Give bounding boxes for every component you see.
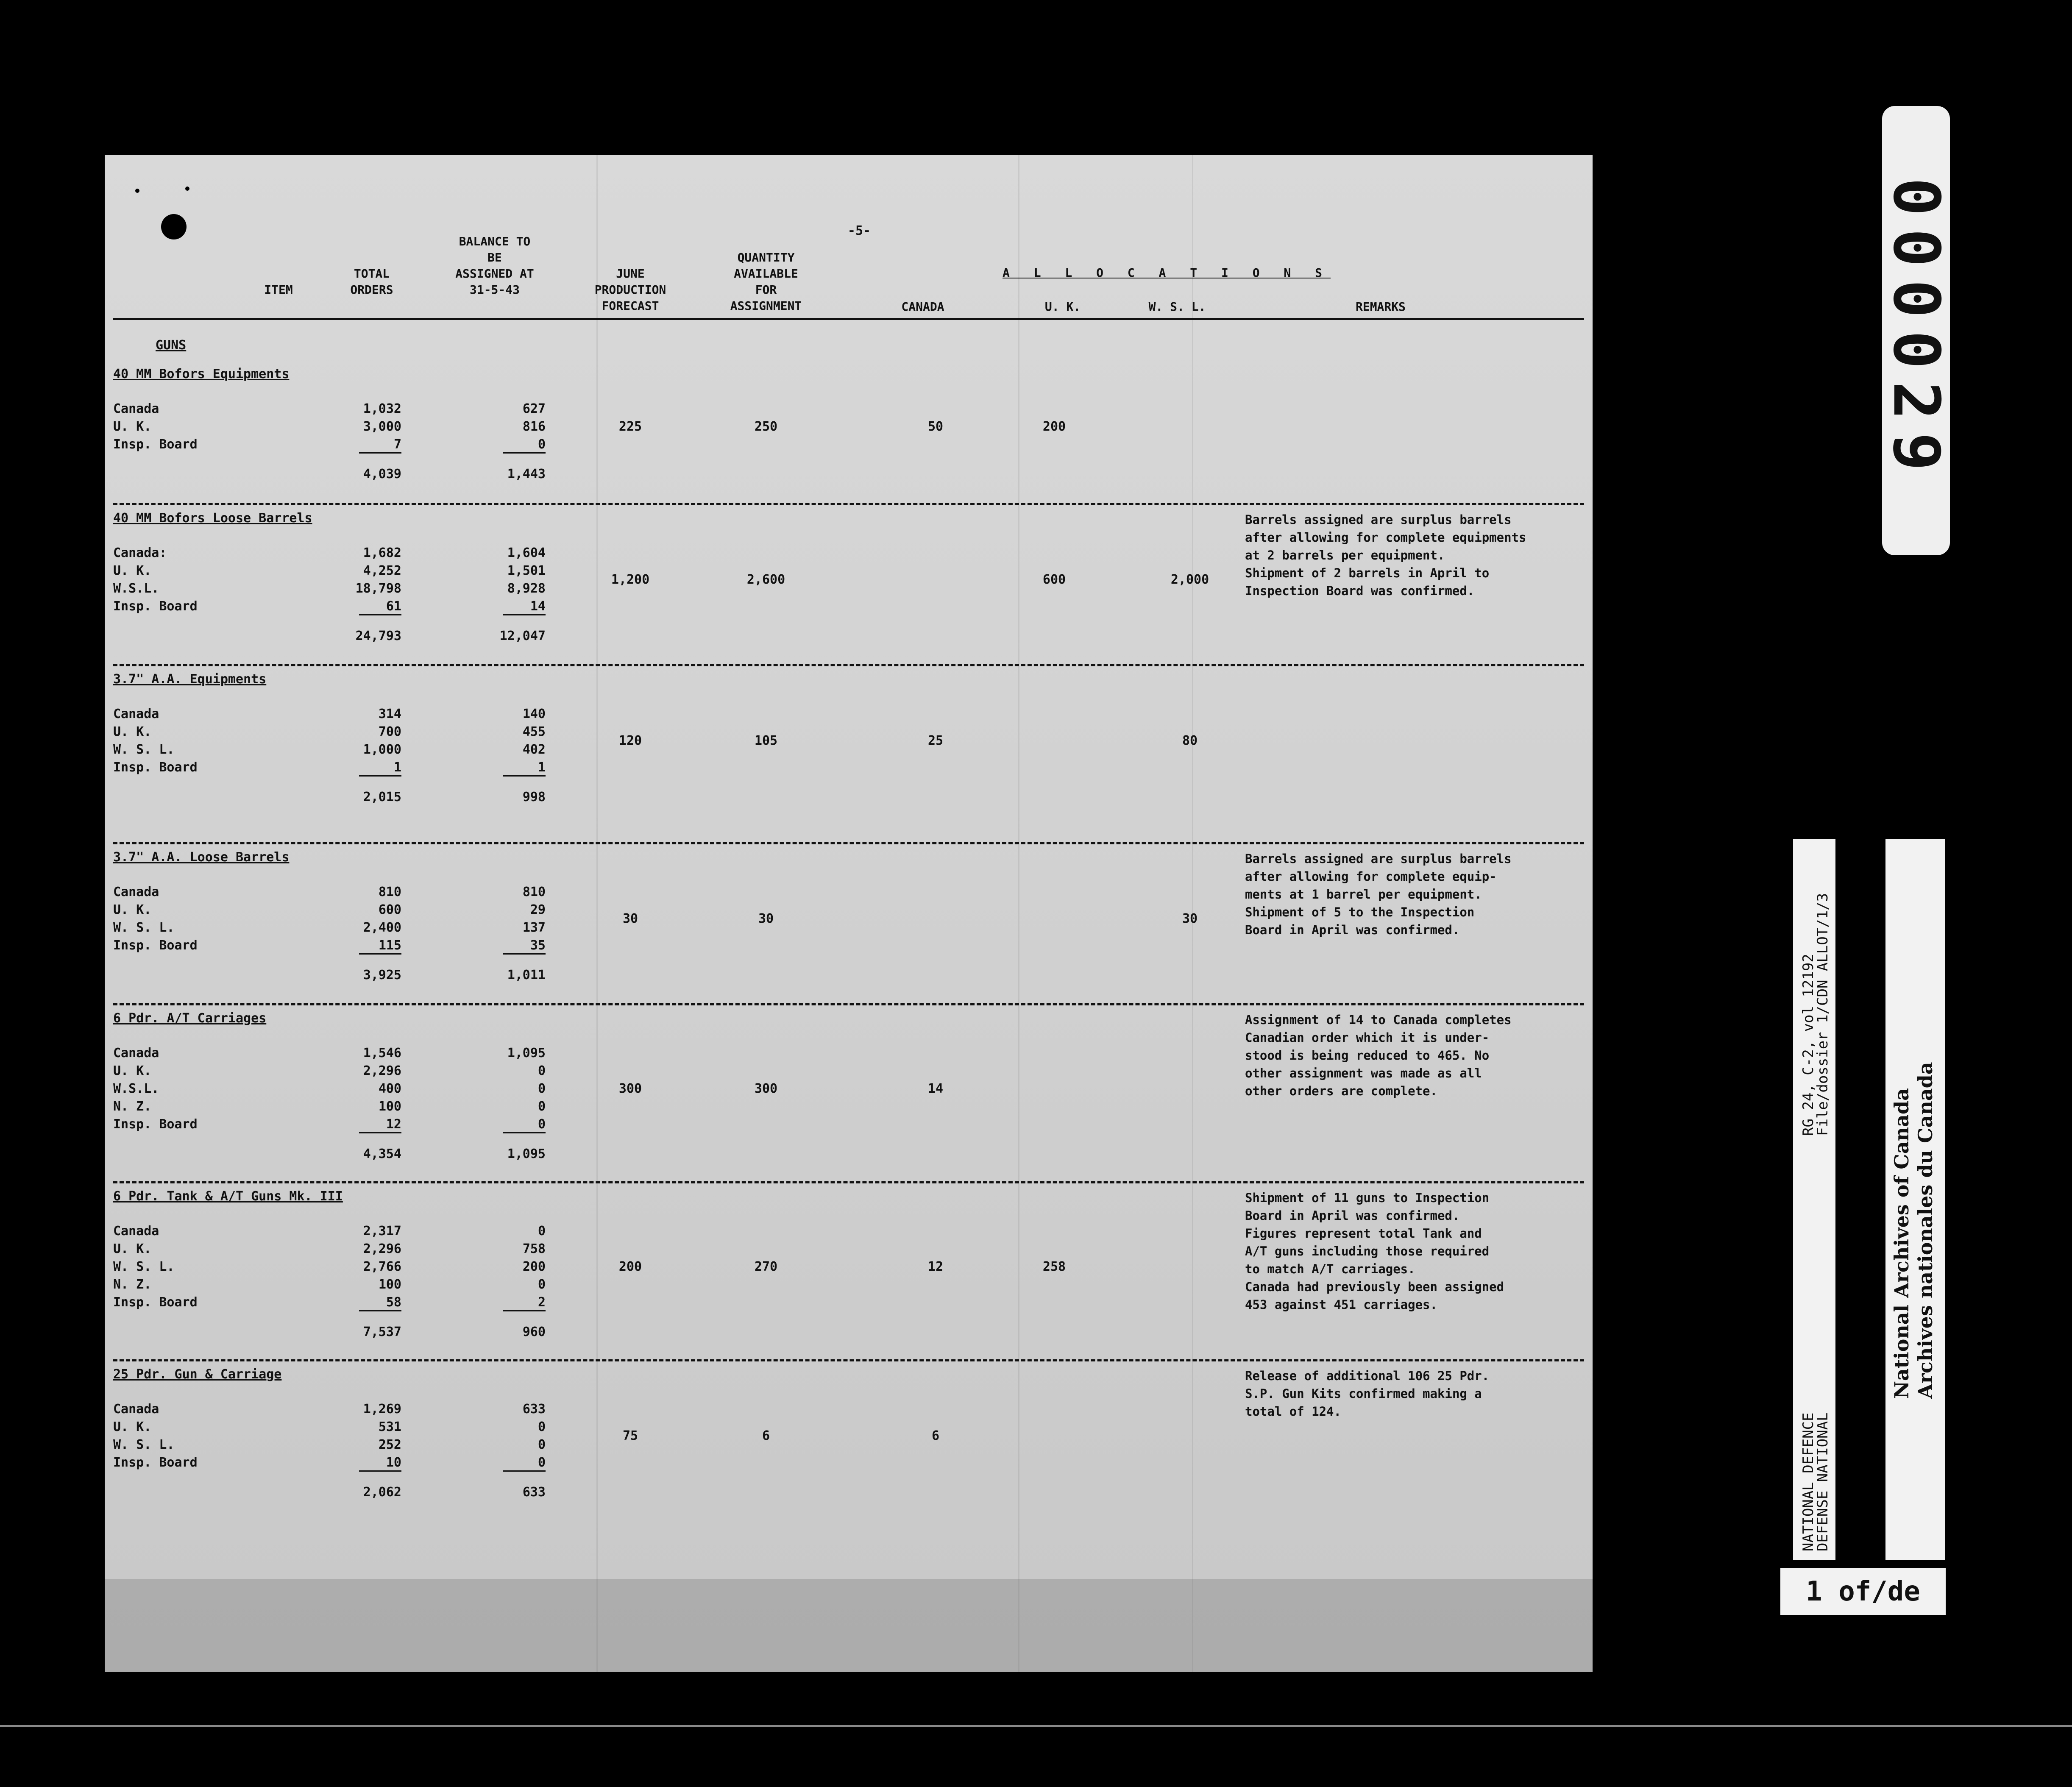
row-balance: 0 [537, 1081, 546, 1096]
sum-total-orders: 4,354 [363, 1147, 401, 1161]
row-balance: 0 [537, 1420, 546, 1434]
sum-total-orders: 7,537 [363, 1325, 401, 1339]
row-total-orders: 1,682 [363, 546, 401, 560]
subtotal-underline [359, 1310, 401, 1311]
quantity-available: 270 [754, 1259, 778, 1274]
row-balance: 0 [537, 1099, 546, 1114]
sum-balance: 1,011 [507, 968, 546, 983]
row-item: Insp. Board [113, 437, 198, 452]
row-balance: 816 [522, 419, 546, 434]
row-balance: 0 [537, 1455, 546, 1470]
subtotal-underline [503, 1132, 546, 1133]
row-item: N. Z. [113, 1277, 152, 1292]
row-item: W. S. L. [113, 1259, 175, 1274]
remarks-text: Barrels assigned are surplus barrels after allowing for complete equipments at 2 barrels per equipment. Shipment of 2 barrels in April to Inspection Board was confirmed. [1245, 512, 1526, 598]
allocation-uk: 200 [1042, 419, 1066, 434]
subtotal-underline [359, 953, 401, 955]
row-balance: 633 [522, 1402, 546, 1417]
row-item: Canada [113, 1402, 159, 1417]
frame-line [0, 1725, 2072, 1727]
allocation-canada: 14 [927, 1081, 944, 1096]
scan-shadow [105, 1579, 1593, 1672]
allocation-canada: 6 [931, 1428, 940, 1443]
row-balance: 627 [522, 401, 546, 416]
row-total-orders: 1,000 [363, 742, 401, 757]
sum-balance: 633 [522, 1485, 546, 1500]
row-balance: 758 [522, 1241, 546, 1256]
archive-defence-fr: DEFENSE NATIONAL [1814, 1412, 1831, 1551]
item-section [105, 672, 1593, 824]
row-item: Insp. Board [113, 599, 198, 614]
section-title: 3.7" A.A. Loose Barrels [113, 850, 290, 865]
row-total-orders: 252 [378, 1437, 401, 1452]
row-item: Insp. Board [113, 1117, 198, 1132]
row-total-orders: 1 [393, 760, 401, 775]
subtotal-underline [359, 775, 401, 777]
punch-hole [161, 214, 187, 239]
row-total-orders: 58 [386, 1295, 401, 1310]
remarks-text: Assignment of 14 to Canada completes Canadian order which it is under- stood is being reduced to 465. No other assignment was made as all other orders are complete. [1245, 1013, 1512, 1098]
section-title: 6 Pdr. Tank & A/T Guns Mk. III [113, 1189, 343, 1204]
quantity-available: 105 [754, 733, 778, 748]
sum-balance: 998 [522, 790, 546, 804]
archive-name-fr: Archives nationales du Canada [1914, 1062, 1937, 1399]
row-item: Canada [113, 1046, 159, 1061]
section-title: 6 Pdr. A/T Carriages [113, 1011, 267, 1026]
punch-dot [135, 189, 139, 193]
row-total-orders: 100 [378, 1277, 401, 1292]
subtotal-underline [359, 452, 401, 454]
june-forecast: 1,200 [611, 572, 650, 587]
allocation-wsl: 2,000 [1170, 572, 1209, 587]
row-balance: 810 [522, 885, 546, 899]
row-balance: 8,928 [507, 581, 546, 596]
row-item: Canada [113, 885, 159, 899]
row-total-orders: 2,766 [363, 1259, 401, 1274]
row-item: U. K. [113, 902, 152, 917]
archive-label-strip-right [1885, 839, 1945, 1560]
row-total-orders: 531 [378, 1420, 401, 1434]
archive-defence-en: NATIONAL DEFENCE [1800, 1412, 1817, 1551]
subtotal-underline [359, 1470, 401, 1472]
row-total-orders: 115 [378, 938, 401, 953]
row-total-orders: 2,296 [363, 1063, 401, 1078]
sum-balance: 1,095 [507, 1147, 546, 1161]
row-item: W.S.L. [113, 1081, 159, 1096]
header-wsl: W. S. L. [1148, 300, 1206, 314]
row-balance: 137 [522, 920, 546, 935]
archive-name-en: National Archives of Canada [1890, 1088, 1913, 1399]
remarks-text: Shipment of 11 guns to Inspection Board in April was confirmed. Figures represent total Tank and A/T guns including those required to match A/T carriages. Canada had previously been assigned 453 against 451 carriages. [1245, 1191, 1504, 1312]
header-balance: BALANCE TO BE ASSIGNED AT 31-5-43 [455, 234, 534, 297]
row-total-orders: 100 [378, 1099, 401, 1114]
sum-total-orders: 4,039 [363, 467, 401, 482]
archive-rg: RG 24, C-2, vol 12192 [1800, 954, 1817, 1136]
stamp-number: 000029 [1879, 178, 1953, 484]
section-divider [113, 503, 1584, 505]
subtotal-underline [503, 1310, 546, 1311]
row-total-orders: 10 [386, 1455, 401, 1470]
row-balance: 29 [530, 902, 546, 917]
item-section [105, 1367, 1593, 1520]
section-title: 25 Pdr. Gun & Carriage [113, 1367, 282, 1382]
item-section [105, 511, 1593, 663]
document-sheet [105, 155, 1593, 1672]
row-total-orders: 400 [378, 1081, 401, 1096]
header-june: JUNE PRODUCTION FORECAST [594, 267, 666, 313]
june-forecast: 200 [618, 1259, 642, 1274]
sum-balance: 960 [522, 1325, 546, 1339]
row-balance: 1,095 [507, 1046, 546, 1061]
row-balance: 402 [522, 742, 546, 757]
row-item: Insp. Board [113, 938, 198, 953]
row-balance: 0 [537, 1437, 546, 1452]
row-item: U. K. [113, 419, 152, 434]
row-balance: 0 [537, 1224, 546, 1239]
row-total-orders: 1,032 [363, 401, 401, 416]
header-canada: CANADA [901, 300, 944, 314]
row-balance: 0 [537, 1117, 546, 1132]
subtotal-underline [359, 614, 401, 615]
row-total-orders: 4,252 [363, 563, 401, 578]
row-balance: 455 [522, 724, 546, 739]
row-total-orders: 2,317 [363, 1224, 401, 1239]
header-uk: U. K. [1044, 300, 1081, 314]
row-item: Canada: [113, 546, 167, 560]
item-section [105, 850, 1593, 1002]
section-divider [113, 1181, 1584, 1183]
archive-file: File/dossier 1/CDN ALLOT/1/3 [1814, 893, 1831, 1136]
allocation-canada: 50 [927, 419, 944, 434]
subtotal-underline [503, 953, 546, 955]
row-item: W. S. L. [113, 1437, 175, 1452]
header-allocations: A L L O C A T I O N S [1002, 266, 1331, 280]
section-title: 40 MM Bofors Loose Barrels [113, 511, 312, 526]
row-balance: 2 [537, 1295, 546, 1310]
quantity-available: 2,600 [746, 572, 785, 587]
subtotal-underline [359, 1132, 401, 1133]
row-total-orders: 700 [378, 724, 401, 739]
allocation-wsl: 80 [1182, 733, 1198, 748]
archive-number-stamp [1879, 106, 1953, 555]
reel-label: 1 of/de [1780, 1568, 1946, 1615]
row-balance: 35 [530, 938, 546, 953]
row-item: U. K. [113, 724, 152, 739]
row-balance: 1,604 [507, 546, 546, 560]
june-forecast: 30 [622, 911, 638, 926]
row-balance: 0 [537, 1277, 546, 1292]
sum-balance: 1,443 [507, 467, 546, 482]
header-remarks: REMARKS [1355, 300, 1406, 314]
row-balance: 200 [522, 1259, 546, 1274]
header-quantity: QUANTITY AVAILABLE FOR ASSIGNMENT [730, 251, 802, 313]
section-divider [113, 664, 1584, 666]
june-forecast: 225 [618, 419, 642, 434]
section-divider [113, 1359, 1584, 1361]
allocation-canada: 25 [927, 733, 944, 748]
row-total-orders: 3,000 [363, 419, 401, 434]
allocation-canada: 12 [927, 1259, 944, 1274]
row-balance: 0 [537, 1063, 546, 1078]
row-balance: 140 [522, 707, 546, 721]
row-item: U. K. [113, 1063, 152, 1078]
remarks-text: Barrels assigned are surplus barrels after allowing for complete equip- ments at 1 barrel per equipment. Shipment of 5 to the Inspection Board in April was confirmed. [1245, 852, 1512, 937]
section-title: 3.7" A.A. Equipments [113, 672, 267, 687]
row-item: Insp. Board [113, 760, 198, 775]
allocation-wsl: 30 [1182, 911, 1198, 926]
row-balance: 1 [537, 760, 546, 775]
subtotal-underline [503, 775, 546, 777]
row-item: Insp. Board [113, 1455, 198, 1470]
page-number: -5- [847, 223, 871, 238]
row-item: Canada [113, 1224, 159, 1239]
row-total-orders: 7 [393, 437, 401, 452]
allocation-uk: 258 [1042, 1259, 1066, 1274]
item-section [105, 367, 1593, 519]
row-item: W.S.L. [113, 581, 159, 596]
row-item: W. S. L. [113, 742, 175, 757]
item-section [105, 1189, 1593, 1342]
row-total-orders: 1,546 [363, 1046, 401, 1061]
row-total-orders: 600 [378, 902, 401, 917]
row-item: W. S. L. [113, 920, 175, 935]
row-item: U. K. [113, 1241, 152, 1256]
row-item: U. K. [113, 563, 152, 578]
quantity-available: 30 [758, 911, 774, 926]
quantity-available: 250 [754, 419, 778, 434]
june-forecast: 300 [618, 1081, 642, 1096]
row-total-orders: 1,269 [363, 1402, 401, 1417]
row-item: Insp. Board [113, 1295, 198, 1310]
june-forecast: 75 [622, 1428, 638, 1443]
quantity-available: 300 [754, 1081, 778, 1096]
section-title: 40 MM Bofors Equipments [113, 367, 290, 381]
item-section [105, 1011, 1593, 1163]
sum-total-orders: 24,793 [355, 629, 401, 643]
subtotal-underline [503, 614, 546, 615]
june-forecast: 120 [618, 733, 642, 748]
row-item: N. Z. [113, 1099, 152, 1114]
section-divider [113, 1003, 1584, 1005]
row-item: Canada [113, 707, 159, 721]
sum-balance: 12,047 [499, 629, 546, 643]
punch-dot [185, 186, 189, 191]
quantity-available: 6 [762, 1428, 770, 1443]
subtotal-underline [503, 1470, 546, 1472]
sum-total-orders: 2,015 [363, 790, 401, 804]
row-balance: 14 [530, 599, 546, 614]
guns-heading: GUNS [156, 338, 187, 353]
row-item: Canada [113, 401, 159, 416]
archive-label-strip [1793, 839, 1835, 1560]
sum-total-orders: 3,925 [363, 968, 401, 983]
row-total-orders: 12 [386, 1117, 401, 1132]
sum-total-orders: 2,062 [363, 1485, 401, 1500]
remarks-text: Release of additional 106 25 Pdr. S.P. Gun Kits confirmed making a total of 124. [1245, 1369, 1490, 1419]
allocation-uk: 600 [1042, 572, 1066, 587]
row-total-orders: 61 [386, 599, 401, 614]
row-total-orders: 810 [378, 885, 401, 899]
row-item: U. K. [113, 1420, 152, 1434]
header-item: ITEM [264, 283, 293, 297]
header-rule [113, 318, 1584, 320]
row-total-orders: 18,798 [355, 581, 401, 596]
subtotal-underline [503, 452, 546, 454]
row-balance: 0 [537, 437, 546, 452]
row-total-orders: 314 [378, 707, 401, 721]
row-total-orders: 2,296 [363, 1241, 401, 1256]
row-total-orders: 2,400 [363, 920, 401, 935]
header-total-orders: TOTAL ORDERS [350, 267, 393, 297]
section-divider [113, 842, 1584, 844]
row-balance: 1,501 [507, 563, 546, 578]
